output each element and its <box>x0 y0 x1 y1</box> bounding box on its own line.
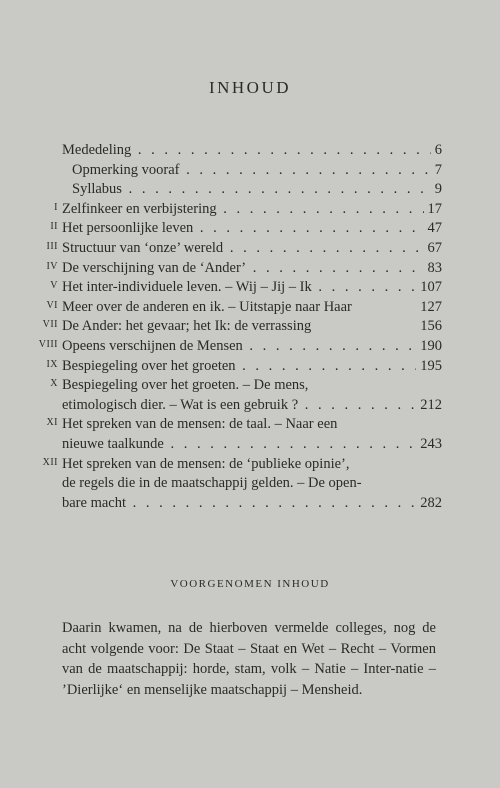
page-number: 67 <box>424 239 443 259</box>
toc-entry <box>0 180 500 200</box>
page-number: 243 <box>416 435 442 455</box>
toc-entry <box>0 396 500 416</box>
toc-entry <box>0 259 500 279</box>
page-number: 83 <box>424 259 443 279</box>
entry-title: Het inter-individuele leven. – Wij – Jij – Ik . . . <box>62 278 438 298</box>
toc-entry <box>0 455 500 475</box>
toc-entry <box>0 200 500 220</box>
entry-title: nieuwe taalkunde . . . <box>62 435 438 455</box>
toc-entry <box>0 239 500 259</box>
toc-entry <box>0 357 500 377</box>
toc-entry <box>0 317 500 337</box>
page-number: 156 <box>416 317 442 337</box>
chapter-number: I <box>54 201 58 213</box>
toc-entry <box>0 376 500 396</box>
entry-title: Bespiegeling over het groeten. – De mens, <box>62 377 309 394</box>
page-number: 7 <box>431 161 442 181</box>
toc-entry <box>0 415 500 435</box>
toc-entry <box>0 161 500 181</box>
page-number: 47 <box>424 219 443 239</box>
chapter-number: IX <box>46 358 58 370</box>
entry-title: Syllabus . . . <box>72 180 438 200</box>
toc-entry <box>0 219 500 239</box>
entry-title: de regels die in de maatschappij gelden. – De open- <box>62 475 362 492</box>
toc-entry <box>0 435 500 455</box>
toc-entry <box>0 494 500 514</box>
page-number: 282 <box>416 494 442 514</box>
intended-contents-paragraph: Daarin kwamen, na de hierboven vermelde colleges, nog de acht volgende voor: De Staat – Staat en Wet – Recht – Vormen van de maatschappij: horde, stam, volk – Natie – Inter-natie – ’Dierlijke‘ en menselijke maatschappij – Mensheid. <box>62 620 436 698</box>
page-number: 190 <box>416 337 442 357</box>
chapter-number: VII <box>42 319 58 331</box>
entry-title: Opmerking vooraf . . . <box>72 161 438 181</box>
entry-title: De Ander: het gevaar; het Ik: de verrassing <box>62 318 312 335</box>
entry-title: Opeens verschijnen de Mensen . . . <box>62 337 438 357</box>
entry-title: De verschijning van de ‘Ander’ . . . <box>62 259 438 279</box>
entry-title: Zelfinkeer en verbijstering . . . <box>62 200 438 220</box>
chapter-number: II <box>50 221 58 233</box>
entry-title: Het persoonlijke leven . . . <box>62 219 438 239</box>
entry-title: Bespiegeling over het groeten . . . <box>62 357 438 377</box>
chapter-number: V <box>50 280 58 292</box>
toc-entry <box>0 337 500 357</box>
entry-title: Mededeling . . . <box>62 141 438 161</box>
entry-title: etimologisch dier. – Wat is een gebruik ? . . . <box>62 396 438 416</box>
page-number: 6 <box>431 141 442 161</box>
chapter-number: VI <box>46 299 58 311</box>
page-number: 127 <box>416 298 442 318</box>
toc-entry <box>0 474 500 494</box>
page-number: 17 <box>424 200 443 220</box>
chapter-number: XI <box>46 417 58 429</box>
page-number: 195 <box>416 357 442 377</box>
entry-title: Meer over de anderen en ik. – Uitstapje naar Haar <box>62 298 352 315</box>
page-title: INHOUD <box>208 78 292 97</box>
entry-title: bare macht . . . <box>62 494 438 514</box>
toc-entry <box>0 278 500 298</box>
toc-entry <box>0 298 500 318</box>
section-heading: VOORGENOMEN INHOUD <box>170 578 330 590</box>
entry-title: Structuur van ‘onze’ wereld . . . <box>62 239 438 259</box>
chapter-number: X <box>50 378 58 390</box>
chapter-number: III <box>46 240 58 252</box>
table-of-contents <box>0 141 500 513</box>
page-number: 212 <box>416 396 442 416</box>
chapter-number: IV <box>46 260 58 272</box>
entry-title: Het spreken van de mensen: de taal. – Naar een <box>62 416 338 433</box>
page-number: 9 <box>431 180 442 200</box>
chapter-number: VIII <box>38 338 58 350</box>
toc-entry <box>0 141 500 161</box>
chapter-number: XII <box>42 456 58 468</box>
page-number: 107 <box>416 278 442 298</box>
entry-title: Het spreken van de mensen: de ‘publieke opinie’, <box>62 455 350 472</box>
